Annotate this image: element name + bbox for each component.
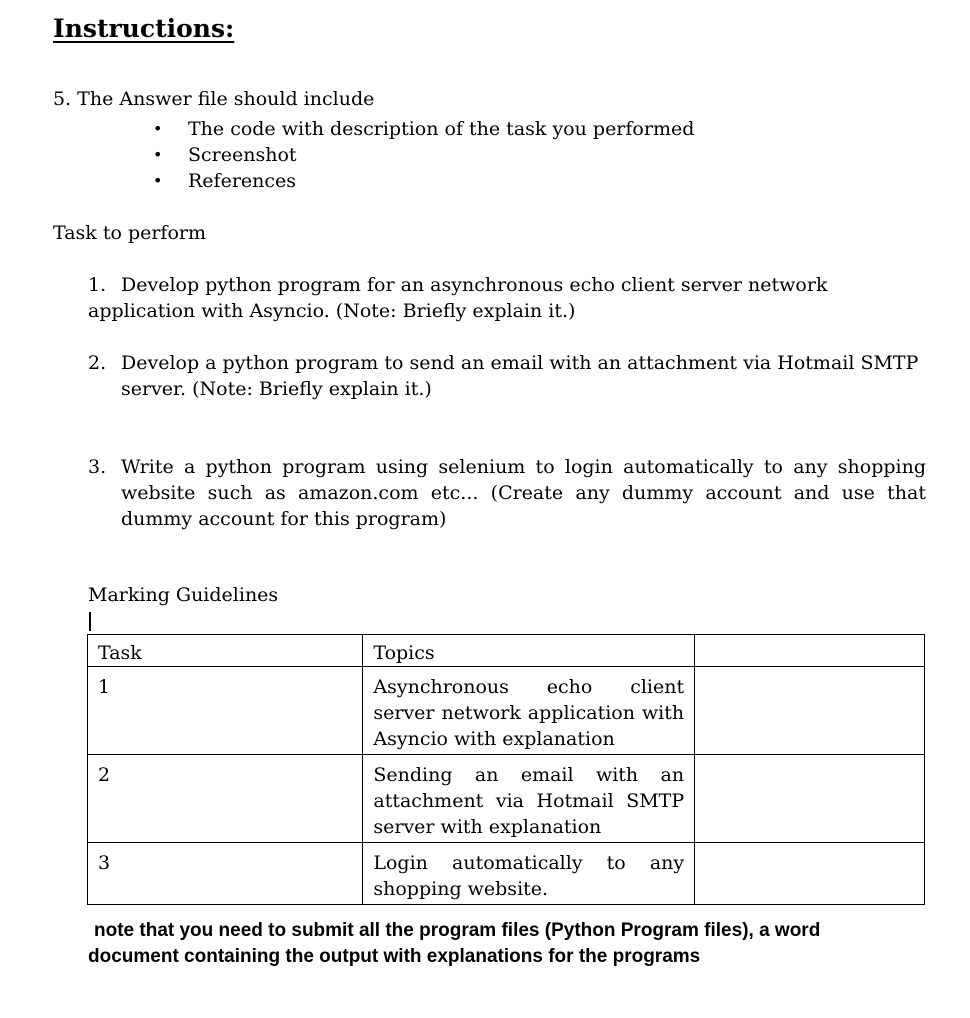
task-item-2 [88, 350, 930, 402]
answer-file-intro: 5. The Answer file should include [53, 88, 375, 110]
marking-table [87, 634, 925, 905]
row-extra [695, 843, 925, 905]
task-number: 2. [88, 352, 107, 374]
row-topic: Login automatically to any shopping website. [363, 843, 695, 905]
row-extra [695, 755, 925, 843]
table-row [88, 755, 925, 843]
task-number: 1. [88, 274, 107, 296]
row-task: 3 [88, 843, 363, 905]
row-topic: Asynchronous echo client server network application with Asyncio with explanation [363, 667, 695, 755]
task-number: 3. [88, 456, 107, 478]
task-item-1 [88, 272, 868, 324]
list-item: • References [150, 168, 694, 194]
submission-note: note that you need to submit all the program files (Python Program files), a word document containing the output with explanations for the programs [88, 920, 821, 967]
marking-title: Marking Guidelines [88, 584, 279, 606]
header-task: Task [88, 635, 363, 667]
task-text: Develop python program for an asynchronous echo client server network application with Asyncio. (Note: Briefly explain it.) [88, 274, 828, 322]
text-cursor [89, 612, 91, 631]
list-item: • Screenshot [150, 142, 694, 168]
row-task: 1 [88, 667, 363, 755]
page-title: Instructions: [53, 14, 235, 43]
table-row [88, 843, 925, 905]
task-text: Develop a python program to send an email with an attachment via Hotmail SMTP server. (Note: Briefly explain it.) [121, 352, 919, 400]
task-section-label: Task to perform [53, 222, 207, 244]
row-extra [695, 667, 925, 755]
list-item: • The code with description of the task you performed [150, 116, 694, 142]
header-extra [695, 635, 925, 667]
table-row [88, 667, 925, 755]
row-topic: Sending an email with an attachment via Hotmail SMTP server with explanation [363, 755, 695, 843]
task-item-3 [88, 454, 926, 532]
task-text: Write a python program using selenium to login automatically to any shopping website such as amazon.com etc... (Create any dummy account and use that dummy account for this program) [121, 456, 926, 530]
table-header-row [88, 635, 925, 667]
answer-file-list [150, 116, 694, 194]
row-task: 2 [88, 755, 363, 843]
header-topics: Topics [363, 635, 695, 667]
